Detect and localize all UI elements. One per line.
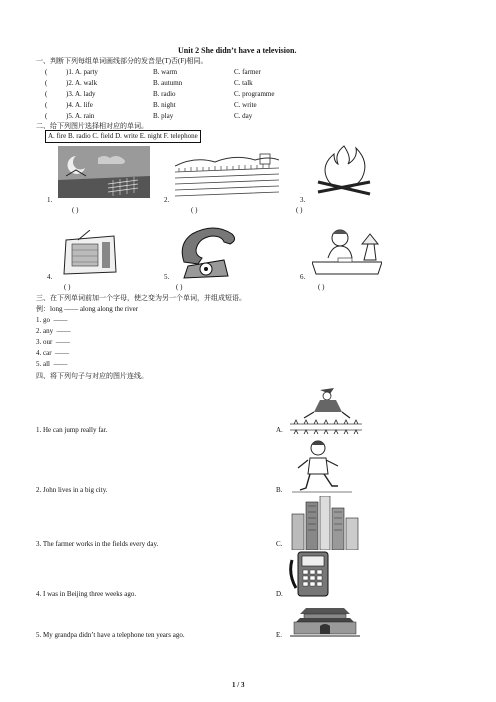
answer-blank: ( ) xyxy=(72,206,79,214)
city-picture-icon xyxy=(290,496,360,550)
option-b: B. warm xyxy=(153,68,178,76)
answer-paren: ( xyxy=(45,68,48,76)
section3-item: 5. all —— xyxy=(36,360,68,368)
picture-number: 6. xyxy=(300,273,306,281)
night-picture-icon xyxy=(58,146,150,198)
picture-number: 2. xyxy=(164,196,170,204)
answer-blank: ( ) xyxy=(296,206,303,214)
option-a: )2. A. walk xyxy=(66,79,98,87)
option-a: )1. A. party xyxy=(66,68,98,76)
page-number: 1 / 3 xyxy=(232,681,245,689)
picture-number: 1. xyxy=(47,196,53,204)
radio-picture-icon xyxy=(60,230,120,278)
option-c: C. talk xyxy=(234,79,253,87)
section3-item: 3. our —— xyxy=(36,338,70,346)
picture-letter: A. xyxy=(276,426,283,434)
section3-item: 1. go —— xyxy=(36,316,68,324)
matching-sentence: 2. John lives in a big city. xyxy=(36,486,108,494)
answer-paren: ( xyxy=(45,112,48,120)
answer-blank: ( ) xyxy=(191,206,198,214)
answer-paren: ( xyxy=(45,90,48,98)
section3-heading: 三、在下列单词前加一个字母，使之变为另一个单词，并组成短语。 xyxy=(36,294,246,302)
picture-letter: B. xyxy=(276,486,283,494)
phone-picture-icon xyxy=(288,550,338,598)
option-a: )5. A. rain xyxy=(66,112,95,120)
answer-blank: ( ) xyxy=(64,283,71,291)
picture-number: 3. xyxy=(300,196,306,204)
matching-sentence: 5. My grandpa didn’t have a telephone ten years ago. xyxy=(36,631,185,639)
option-a: )3. A. lady xyxy=(66,90,96,98)
option-b: B. autumn xyxy=(153,79,183,87)
field-picture-icon xyxy=(175,152,279,200)
option-c: C. programme xyxy=(234,90,275,98)
section2-heading: 二、给下列图片选择相对应的单词。 xyxy=(36,122,148,130)
picture-letter: E. xyxy=(276,631,283,639)
tiananmen-picture-icon xyxy=(290,602,360,638)
answer-paren: ( xyxy=(45,79,48,87)
option-b: B. play xyxy=(153,112,174,120)
fire-picture-icon xyxy=(314,142,374,202)
option-a: )4. A. life xyxy=(66,101,93,109)
matching-sentence: 3. The farmer works in the fields every day. xyxy=(36,540,159,548)
picture-number: 5. xyxy=(164,273,170,281)
option-b: B. radio xyxy=(153,90,176,98)
picture-number: 4. xyxy=(47,273,53,281)
section3-example: 例：long —— along along the river xyxy=(36,305,139,313)
option-c: C. day xyxy=(234,112,253,120)
write-picture-icon xyxy=(312,226,382,276)
picture-letter: D. xyxy=(276,590,283,598)
matching-sentence: 4. I was in Beijing three weeks ago. xyxy=(36,590,137,598)
section3-item: 2. any —— xyxy=(36,327,71,335)
page-title: Unit 2 She didn’t have a television. xyxy=(178,46,297,55)
farmer-picture-icon xyxy=(290,384,362,436)
section4-heading: 四、将下列句子与对应的图片连线。 xyxy=(36,372,148,380)
section1-heading: 一、判断下列每组单词画线部分的发音是(T)否(F)相同。 xyxy=(36,57,208,65)
section3-item: 4. car —— xyxy=(36,349,70,357)
option-c: C. write xyxy=(234,101,257,109)
answer-blank: ( ) xyxy=(176,283,183,291)
word-options-box: A. fire B. radio C. field D. write E. night F. telephone xyxy=(45,130,201,143)
matching-sentence: 1. He can jump really far. xyxy=(36,426,108,434)
answer-paren: ( xyxy=(45,101,48,109)
boy-jumping-picture-icon xyxy=(292,438,352,494)
picture-letter: C. xyxy=(276,540,283,548)
option-b: B. night xyxy=(153,101,176,109)
telephone-picture-icon xyxy=(174,226,238,280)
answer-blank: ( ) xyxy=(318,283,325,291)
option-c: C. farmer xyxy=(234,68,261,76)
